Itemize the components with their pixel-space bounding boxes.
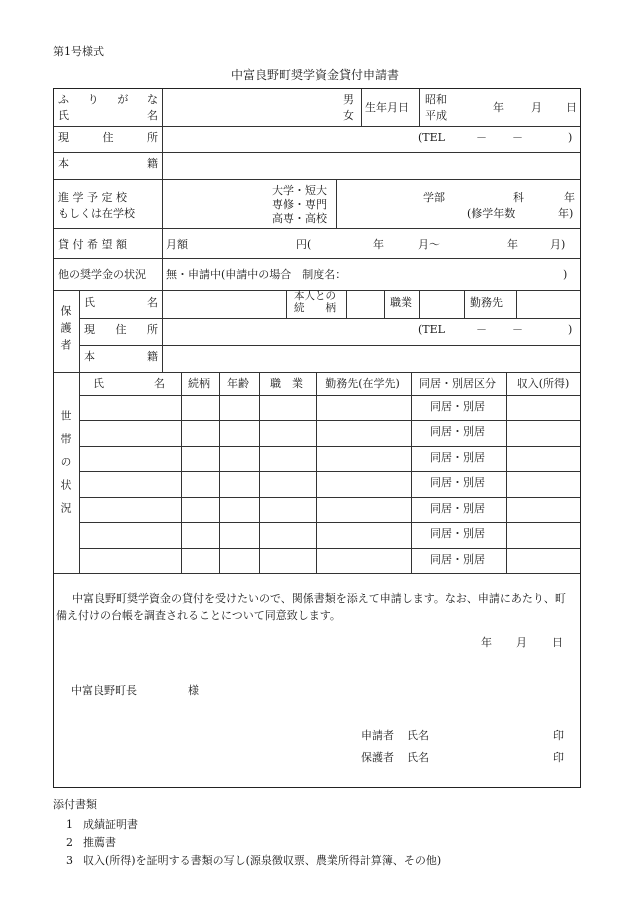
household-income-header: 収入(所得)	[516, 377, 570, 390]
form-title: 中富良野町奨学資金貸付申請書	[230, 68, 399, 82]
birthdate-label: 生年月日	[365, 101, 409, 114]
attachment-2-number: 2	[66, 836, 73, 849]
household-row-5-living[interactable]: 同居・別居	[430, 502, 485, 515]
applicant-name-label: 氏名	[407, 729, 429, 742]
guardian-name-field[interactable]	[164, 292, 282, 314]
household-living-header: 同居・別居区分	[419, 377, 496, 390]
guardian-workplace-label: 勤務先	[470, 296, 503, 309]
other-scholarship-label: 他の奨学金の状況	[58, 268, 146, 281]
loan-end-month: 月)	[550, 238, 566, 251]
attachment-3-text: 収入(所得)を証明する書類の写し(源泉徴収票、農業所得計算簿、その他)	[83, 854, 442, 867]
household-relation-header: 続柄	[188, 377, 210, 390]
loan-start-month: 月～	[418, 238, 440, 251]
household-row-7-living[interactable]: 同居・別居	[430, 553, 485, 566]
guardian-job-label: 職業	[390, 296, 412, 309]
guardian-relation-label: 本人との 続 柄	[294, 290, 336, 315]
guardian-sign-label: 保護者	[361, 751, 394, 764]
school-label-line1: 進 学 予 定 校	[58, 191, 127, 204]
form-number: 第1号様式	[53, 45, 104, 58]
household-row-4-living[interactable]: 同居・別居	[430, 476, 485, 489]
applicant-name-field[interactable]	[161, 91, 356, 126]
loan-end-year: 年	[507, 238, 518, 251]
monthly-amount-label: 月額	[166, 238, 188, 251]
declaration-text: 中富良野町奨学資金の貸付を受けたいので、関係書類を添えて申請します。なお、申請にあたり、町備え付けの台帳を調査されることについて同意致します。	[56, 592, 566, 622]
guardian-sign-name-label: 氏名	[407, 751, 429, 764]
grade-label: 年	[564, 191, 575, 204]
guardian-tel-label: (TEL	[418, 323, 445, 336]
study-years-label: (修学年数	[467, 207, 516, 220]
honseki-field[interactable]	[164, 154, 574, 176]
address-field[interactable]	[164, 129, 414, 149]
study-years-close: 年)	[558, 207, 574, 220]
guardian-tel-dash-2: －	[512, 323, 523, 336]
attachment-2-text: 推薦書	[83, 836, 116, 849]
declaration-day: 日	[552, 636, 563, 649]
address-label: 現 住 所	[58, 131, 158, 144]
household-row-6-living[interactable]: 同居・別居	[430, 527, 485, 540]
household-row-1-living[interactable]: 同居・別居	[430, 400, 485, 413]
name-label: 氏 名	[58, 109, 158, 122]
household-name-header: 氏 名	[93, 377, 165, 390]
attachment-1-number: 1	[66, 818, 73, 831]
era-heisei[interactable]: 平成	[425, 109, 447, 122]
attachment-1-text: 成績証明書	[83, 818, 138, 831]
school-label-line2: もしくは在学校	[58, 207, 135, 220]
guardian-side-label: 保護者	[59, 305, 72, 356]
declaration-year: 年	[481, 636, 492, 649]
household-row-3-living[interactable]: 同居・別居	[430, 451, 485, 464]
other-scholarship-close: )	[563, 268, 568, 281]
birth-year-unit: 年	[493, 101, 504, 114]
guardian-honseki-label: 本 籍	[84, 350, 158, 363]
guardian-tel-close: )	[568, 323, 573, 336]
school-type-vocational[interactable]: 専修・専門	[272, 198, 327, 211]
department-label: 科	[513, 191, 524, 204]
household-job-header: 職 業	[270, 377, 303, 390]
loan-start-year: 年	[373, 238, 384, 251]
tel-dash-1: －	[476, 131, 487, 144]
applicant-seal: 印	[553, 729, 564, 742]
gender-female[interactable]: 女	[343, 109, 354, 122]
guardian-name-label: 氏 名	[84, 296, 158, 309]
attachments-title: 添付書類	[53, 798, 97, 811]
era-showa[interactable]: 昭和	[425, 93, 447, 106]
guardian-seal: 印	[553, 751, 564, 764]
household-workplace-header: 勤務先(在学先)	[325, 377, 400, 390]
tel-close: )	[568, 131, 573, 144]
attachment-3-number: 3	[66, 854, 73, 867]
household-row-2-living[interactable]: 同居・別居	[430, 425, 485, 438]
school-type-university[interactable]: 大学・短大	[272, 184, 327, 197]
applicant-label: 申請者	[361, 729, 394, 742]
other-scholarship-status[interactable]: 無・申請中(申請中の場合 制度名：	[166, 268, 347, 281]
gender-male[interactable]: 男	[343, 93, 354, 106]
birth-month-unit: 月	[531, 101, 542, 114]
guardian-address-label: 現 住 所	[84, 323, 158, 336]
faculty-label: 学部	[423, 191, 445, 204]
addressee: 中富良野町長	[71, 684, 137, 697]
declaration-month: 月	[516, 636, 527, 649]
tel-label: (TEL	[418, 131, 445, 144]
school-type-highschool[interactable]: 高専・高校	[272, 212, 327, 225]
guardian-tel-dash-1: －	[476, 323, 487, 336]
household-age-header: 年齢	[227, 377, 249, 390]
loan-amount-label: 貸 付 希 望 額	[58, 238, 127, 251]
honseki-label: 本 籍	[58, 157, 158, 170]
birth-day-unit: 日	[566, 101, 577, 114]
tel-dash-2: －	[512, 131, 523, 144]
household-side-label: 世帯の状況	[59, 410, 72, 525]
addressee-honorific: 様	[188, 684, 199, 697]
furigana-label: ふ り が な	[58, 93, 158, 106]
yen-label: 円(	[296, 238, 312, 251]
